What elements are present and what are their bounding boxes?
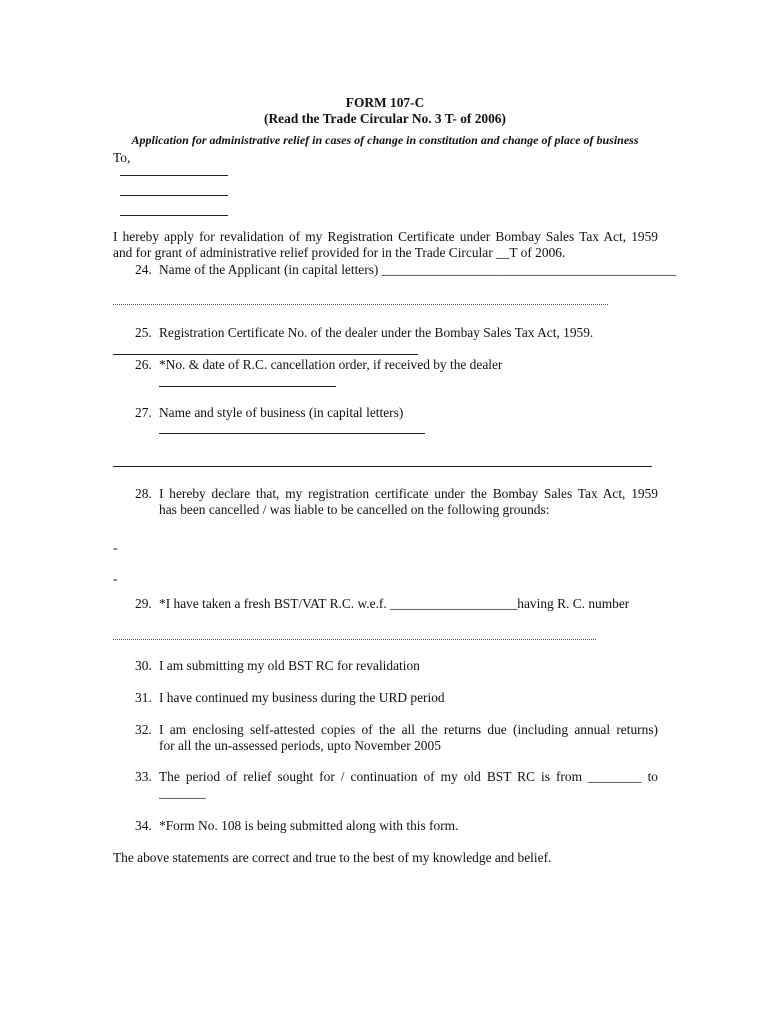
item-number: 34. — [135, 818, 152, 833]
item-text: *No. & date of R.C. cancellation order, if received by the dealer — [159, 357, 503, 372]
item-text: Name and style of business (in capital letters) — [159, 405, 404, 420]
item-25 — [135, 325, 593, 341]
rc-number-line[interactable] — [113, 354, 418, 355]
ground-bullet-2: - — [113, 571, 118, 586]
form-heading: Application for administrative relief in cases of change in constitution and change of place of business — [131, 133, 639, 147]
item-text: Name of the Applicant (in capital letters) ____________________________________________ — [159, 262, 677, 277]
ground-bullet-1: - — [113, 540, 118, 555]
form-title: FORM 107-C — [345, 95, 425, 110]
item-text: *Form No. 108 is being submitted along with this form. — [159, 818, 459, 833]
item-26 — [135, 357, 502, 373]
address-line-3[interactable] — [120, 215, 228, 216]
item-text: I have continued my business during the URD period — [159, 690, 445, 705]
item-number: 27. — [135, 405, 152, 420]
intro-line-1: I hereby apply for revalidation of my Registration Certificate under Bombay Sales Tax Act, 1959 — [113, 229, 658, 244]
item-31 — [135, 690, 445, 706]
item-number: 33. — [135, 769, 152, 784]
item-text: I hereby declare that, my registration certificate under the Bombay Sales Tax Act, 1959 — [159, 486, 658, 501]
item-28 — [135, 486, 658, 502]
form-subtitle: (Read the Trade Circular No. 3 T- of 2006) — [264, 111, 506, 126]
item-29 — [135, 596, 629, 612]
item-text: I am submitting my old BST RC for revalidation — [159, 658, 420, 673]
address-line-1[interactable] — [120, 175, 228, 176]
item-text: *I have taken a fresh BST/VAT R.C. w.e.f. ___________________having R. C. number — [159, 596, 630, 611]
item-text: I am enclosing self-attested copies of the all the returns due (including annual returns) — [159, 722, 658, 737]
item-number: 31. — [135, 690, 152, 705]
item-number: 24. — [135, 262, 152, 277]
rc-number-entry-line[interactable] — [113, 639, 596, 640]
item-24 — [135, 262, 676, 278]
item-32 — [135, 722, 658, 738]
item-30 — [135, 658, 420, 674]
business-name-line-2[interactable] — [113, 466, 652, 467]
cancellation-order-line[interactable] — [159, 386, 336, 387]
item-number: 29. — [135, 596, 152, 611]
item-27 — [135, 405, 403, 421]
item-33 — [135, 769, 658, 785]
item-number: 28. — [135, 486, 152, 501]
address-line-2[interactable] — [120, 195, 228, 196]
item-32-continued: for all the un-assessed periods, upto November 2005 — [159, 738, 441, 753]
declaration-footer: The above statements are correct and true to the best of my knowledge and belief. — [113, 850, 552, 865]
item-text: Registration Certificate No. of the dealer under the Bombay Sales Tax Act, 1959. — [159, 325, 594, 340]
item-33-continued: _______ — [159, 785, 206, 800]
item-number: 30. — [135, 658, 152, 673]
business-name-line[interactable] — [159, 433, 425, 434]
addressee-label: To, — [113, 150, 131, 165]
intro-line-2: and for grant of administrative relief provided for in the Trade Circular __T of 2006. — [113, 245, 566, 260]
item-34 — [135, 818, 458, 834]
item-text: The period of relief sought for / continuation of my old BST RC is from ________ to — [159, 769, 658, 784]
applicant-name-line[interactable] — [113, 304, 608, 305]
item-number: 26. — [135, 357, 152, 372]
item-number: 32. — [135, 722, 152, 737]
item-number: 25. — [135, 325, 152, 340]
item-28-continued: has been cancelled / was liable to be cancelled on the following grounds: — [159, 502, 550, 517]
